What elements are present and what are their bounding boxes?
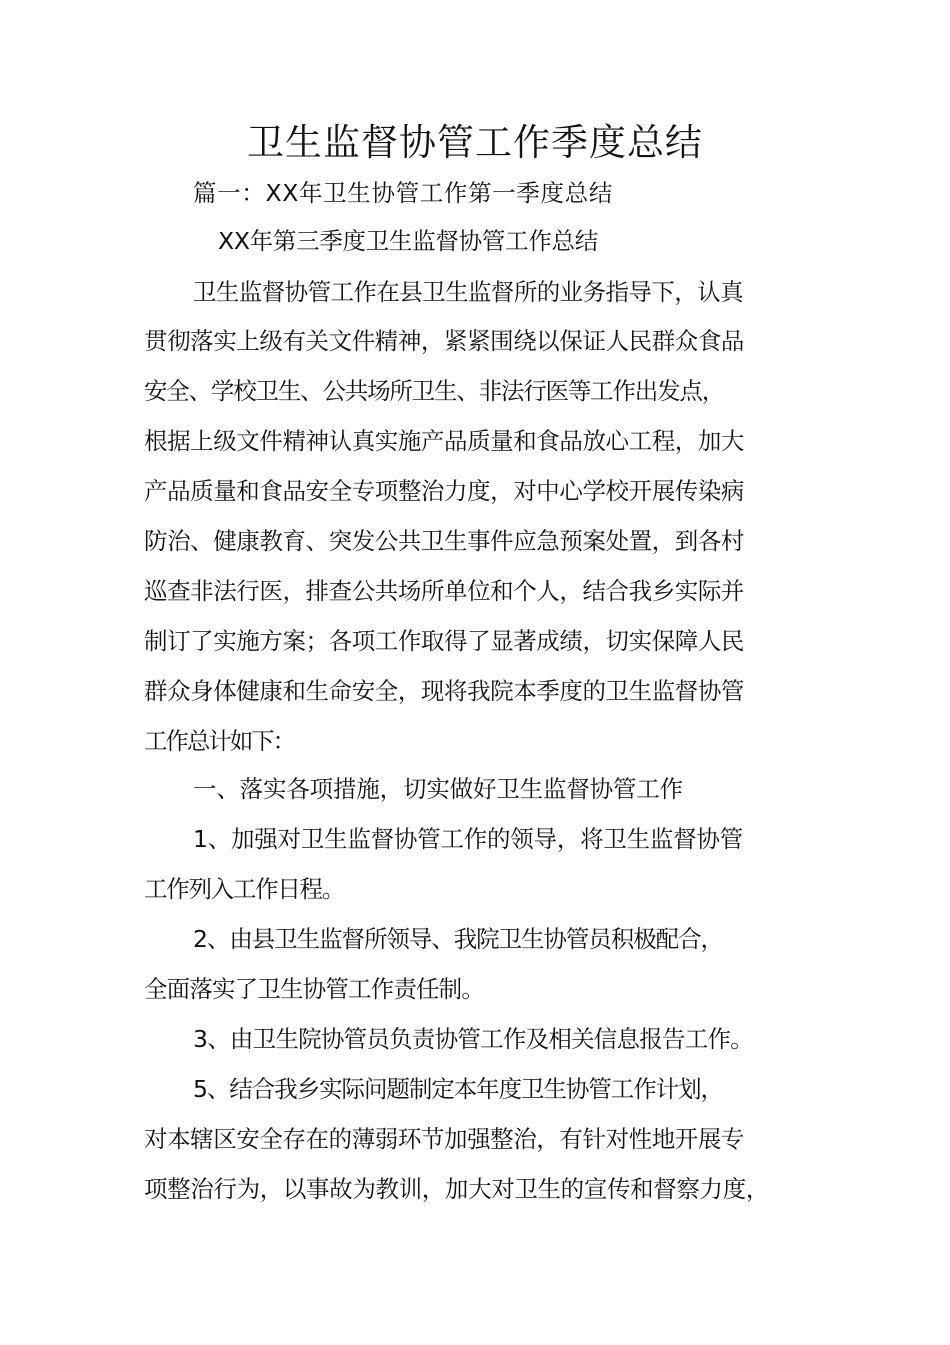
text-line: 5、结合我乡实际问题制定本年度卫生协管工作计划，: [193, 1075, 723, 1103]
text-line: 卫生监督协管工作在县卫生监督所的业务指导下，认真: [193, 278, 743, 306]
text-line: 对本辖区安全存在的薄弱环节加强整治，有针对性地开展专: [144, 1125, 744, 1153]
text-line: 产品质量和食品安全专项整治力度，对中心学校开展传染病: [144, 477, 744, 505]
text-line: 根据上级文件精神认真实施产品质量和食品放心工程，加大: [144, 427, 744, 455]
text-line: 工作列入工作日程。: [144, 875, 344, 903]
text-line: 1、加强对卫生监督协管工作的领导，将卫生监督协管: [193, 825, 743, 853]
text-line: 制订了实施方案；各项工作取得了显著成绩，切实保障人民: [144, 627, 744, 655]
text-line: 项整治行为，以事故为教训，加大对卫生的宣传和督察力度，: [144, 1175, 769, 1203]
document-title: 卫生监督协管工作季度总结: [247, 121, 703, 164]
text-line: 群众身体健康和生命安全，现将我院本季度的卫生监督协管: [144, 677, 744, 705]
text-line: 安全、学校卫生、公共场所卫生、非法行医等工作出发点，: [144, 377, 724, 405]
text-line: 巡查非法行医，排查公共场所单位和个人，结合我乡实际并: [144, 577, 744, 605]
text-line: 防治、健康教育、突发公共卫生事件应急预案处置，到各村: [144, 527, 744, 555]
text-line: 2、由县卫生监督所领导、我院卫生协管员积极配合，: [193, 925, 723, 953]
text-line: 篇一：XX年卫生协管工作第一季度总结: [193, 179, 613, 207]
text-line: 3、由卫生院协管员负责协管工作及相关信息报告工作。: [193, 1025, 753, 1053]
text-line: 一、落实各项措施，切实做好卫生监督协管工作: [193, 775, 683, 803]
text-line: 工作总计如下：: [144, 727, 294, 755]
text-line: 全面落实了卫生协管工作责任制。: [144, 975, 484, 1003]
text-line: 贯彻落实上级有关文件精神，紧紧围绕以保证人民群众食品: [144, 327, 744, 355]
text-line: XX年第三季度卫生监督协管工作总结: [218, 227, 598, 255]
